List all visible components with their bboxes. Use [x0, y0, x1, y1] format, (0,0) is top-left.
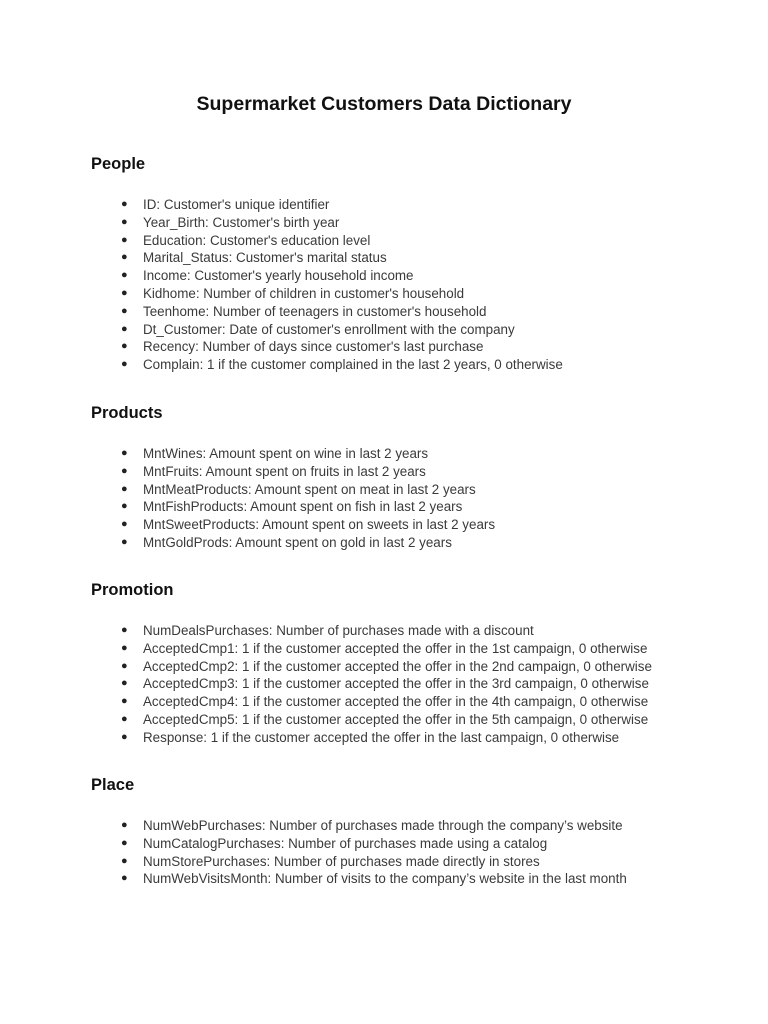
bullet-icon: ● [121, 677, 128, 690]
list-item [91, 196, 563, 214]
field-description: AcceptedCmp2: 1 if the customer accepted the offer in the 2nd campaign, 0 otherwise [143, 658, 652, 674]
field-description: Income: Customer's yearly household income [143, 268, 414, 284]
field-description: AcceptedCmp4: 1 if the customer accepted the offer in the 4th campaign, 0 otherwise [143, 694, 649, 710]
list-item [91, 285, 563, 303]
field-description: AcceptedCmp5: 1 if the customer accepted the offer in the 5th campaign, 0 otherwise [143, 711, 649, 727]
field-description: NumWebVisitsMonth: Number of visits to the company’s website in the last month [143, 871, 627, 887]
bullet-icon: ● [121, 518, 128, 531]
field-description: Year_Birth: Customer's birth year [143, 214, 340, 230]
field-description: NumDealsPurchases: Number of purchases made with a discount [143, 623, 534, 638]
field-list-people [91, 196, 563, 374]
field-description: MntWines: Amount spent on wine in last 2 years [143, 446, 429, 461]
bullet-icon: ● [121, 251, 128, 264]
list-item [91, 338, 563, 356]
list-item [91, 516, 495, 534]
field-description: Recency: Number of days since customer's last purchase [143, 339, 484, 355]
list-item [91, 835, 627, 853]
bullet-icon: ● [121, 233, 128, 246]
field-list-place [91, 817, 627, 888]
list-item [91, 498, 495, 516]
list-item [91, 853, 627, 871]
list-item [91, 463, 495, 481]
list-item [91, 303, 563, 321]
section-heading-promotion: Promotion [91, 581, 174, 599]
bullet-icon: ● [121, 269, 128, 282]
field-description: Marital_Status: Customer's marital status [143, 250, 387, 266]
bullet-icon: ● [121, 712, 128, 725]
list-item [91, 693, 652, 711]
bullet-icon: ● [121, 641, 128, 654]
field-description: Dt_Customer: Date of customer's enrollment with the company [143, 321, 515, 337]
field-description: AcceptedCmp3: 1 if the customer accepted the offer in the 3rd campaign, 0 otherwise [143, 676, 649, 692]
section-heading-place: Place [91, 776, 135, 794]
bullet-icon: ● [121, 464, 128, 477]
field-description: AcceptedCmp1: 1 if the customer accepted the offer in the 1st campaign, 0 otherwise [143, 640, 648, 656]
field-description: NumWebPurchases: Number of purchases made through the company’s website [143, 818, 623, 833]
field-description: MntFruits: Amount spent on fruits in last 2 years [143, 463, 426, 479]
bullet-icon: ● [121, 340, 128, 353]
list-item [91, 445, 495, 463]
list-item [91, 356, 563, 374]
field-description: Education: Customer's education level [143, 232, 371, 248]
field-description: MntFishProducts: Amount spent on fish in last 2 years [143, 499, 463, 515]
section-heading-products: Products [91, 404, 163, 422]
list-item [91, 711, 652, 729]
list-item [91, 534, 495, 552]
field-description: MntMeatProducts: Amount spent on meat in last 2 years [143, 481, 476, 497]
list-item [91, 249, 563, 267]
list-item [91, 640, 652, 658]
bullet-icon: ● [121, 659, 128, 672]
field-description: NumCatalogPurchases: Number of purchases made using a catalog [143, 835, 548, 851]
field-list-products [91, 445, 495, 552]
field-description: ID: Customer's unique identifier [143, 197, 330, 212]
list-item [91, 622, 652, 640]
bullet-icon: ● [121, 198, 128, 210]
field-description: NumStorePurchases: Number of purchases made directly in stores [143, 853, 540, 869]
field-description: Teenhome: Number of teenagers in customer's household [143, 303, 487, 319]
bullet-icon: ● [121, 215, 128, 228]
bullet-icon: ● [121, 535, 128, 548]
document-title: Supermarket Customers Data Dictionary [196, 93, 572, 115]
bullet-icon: ● [121, 358, 128, 371]
bullet-icon: ● [121, 624, 128, 636]
field-description: Kidhome: Number of children in customer's household [143, 285, 465, 301]
bullet-icon: ● [121, 286, 128, 299]
field-description: MntSweetProducts: Amount spent on sweets in last 2 years [143, 517, 496, 533]
bullet-icon: ● [121, 872, 128, 885]
field-description: MntGoldProds: Amount spent on gold in last 2 years [143, 534, 452, 550]
list-item [91, 214, 563, 232]
bullet-icon: ● [121, 500, 128, 513]
bullet-icon: ● [121, 447, 128, 459]
list-item [91, 321, 563, 339]
list-item [91, 481, 495, 499]
section-heading-people: People [91, 155, 146, 173]
list-item [91, 232, 563, 250]
field-description: Response: 1 if the customer accepted the offer in the last campaign, 0 otherwise [143, 729, 620, 745]
bullet-icon: ● [121, 482, 128, 495]
bullet-icon: ● [121, 695, 128, 708]
list-item [91, 870, 627, 888]
list-item [91, 817, 627, 835]
bullet-icon: ● [121, 730, 128, 743]
list-item [91, 267, 563, 285]
bullet-icon: ● [121, 854, 128, 867]
field-description: Complain: 1 if the customer complained in the last 2 years, 0 otherwise [143, 357, 563, 373]
bullet-icon: ● [121, 836, 128, 849]
bullet-icon: ● [121, 304, 128, 317]
field-list-promotion [91, 622, 652, 747]
list-item [91, 675, 652, 693]
bullet-icon: ● [121, 322, 128, 335]
bullet-icon: ● [121, 819, 128, 831]
list-item [91, 729, 652, 747]
list-item [91, 658, 652, 676]
